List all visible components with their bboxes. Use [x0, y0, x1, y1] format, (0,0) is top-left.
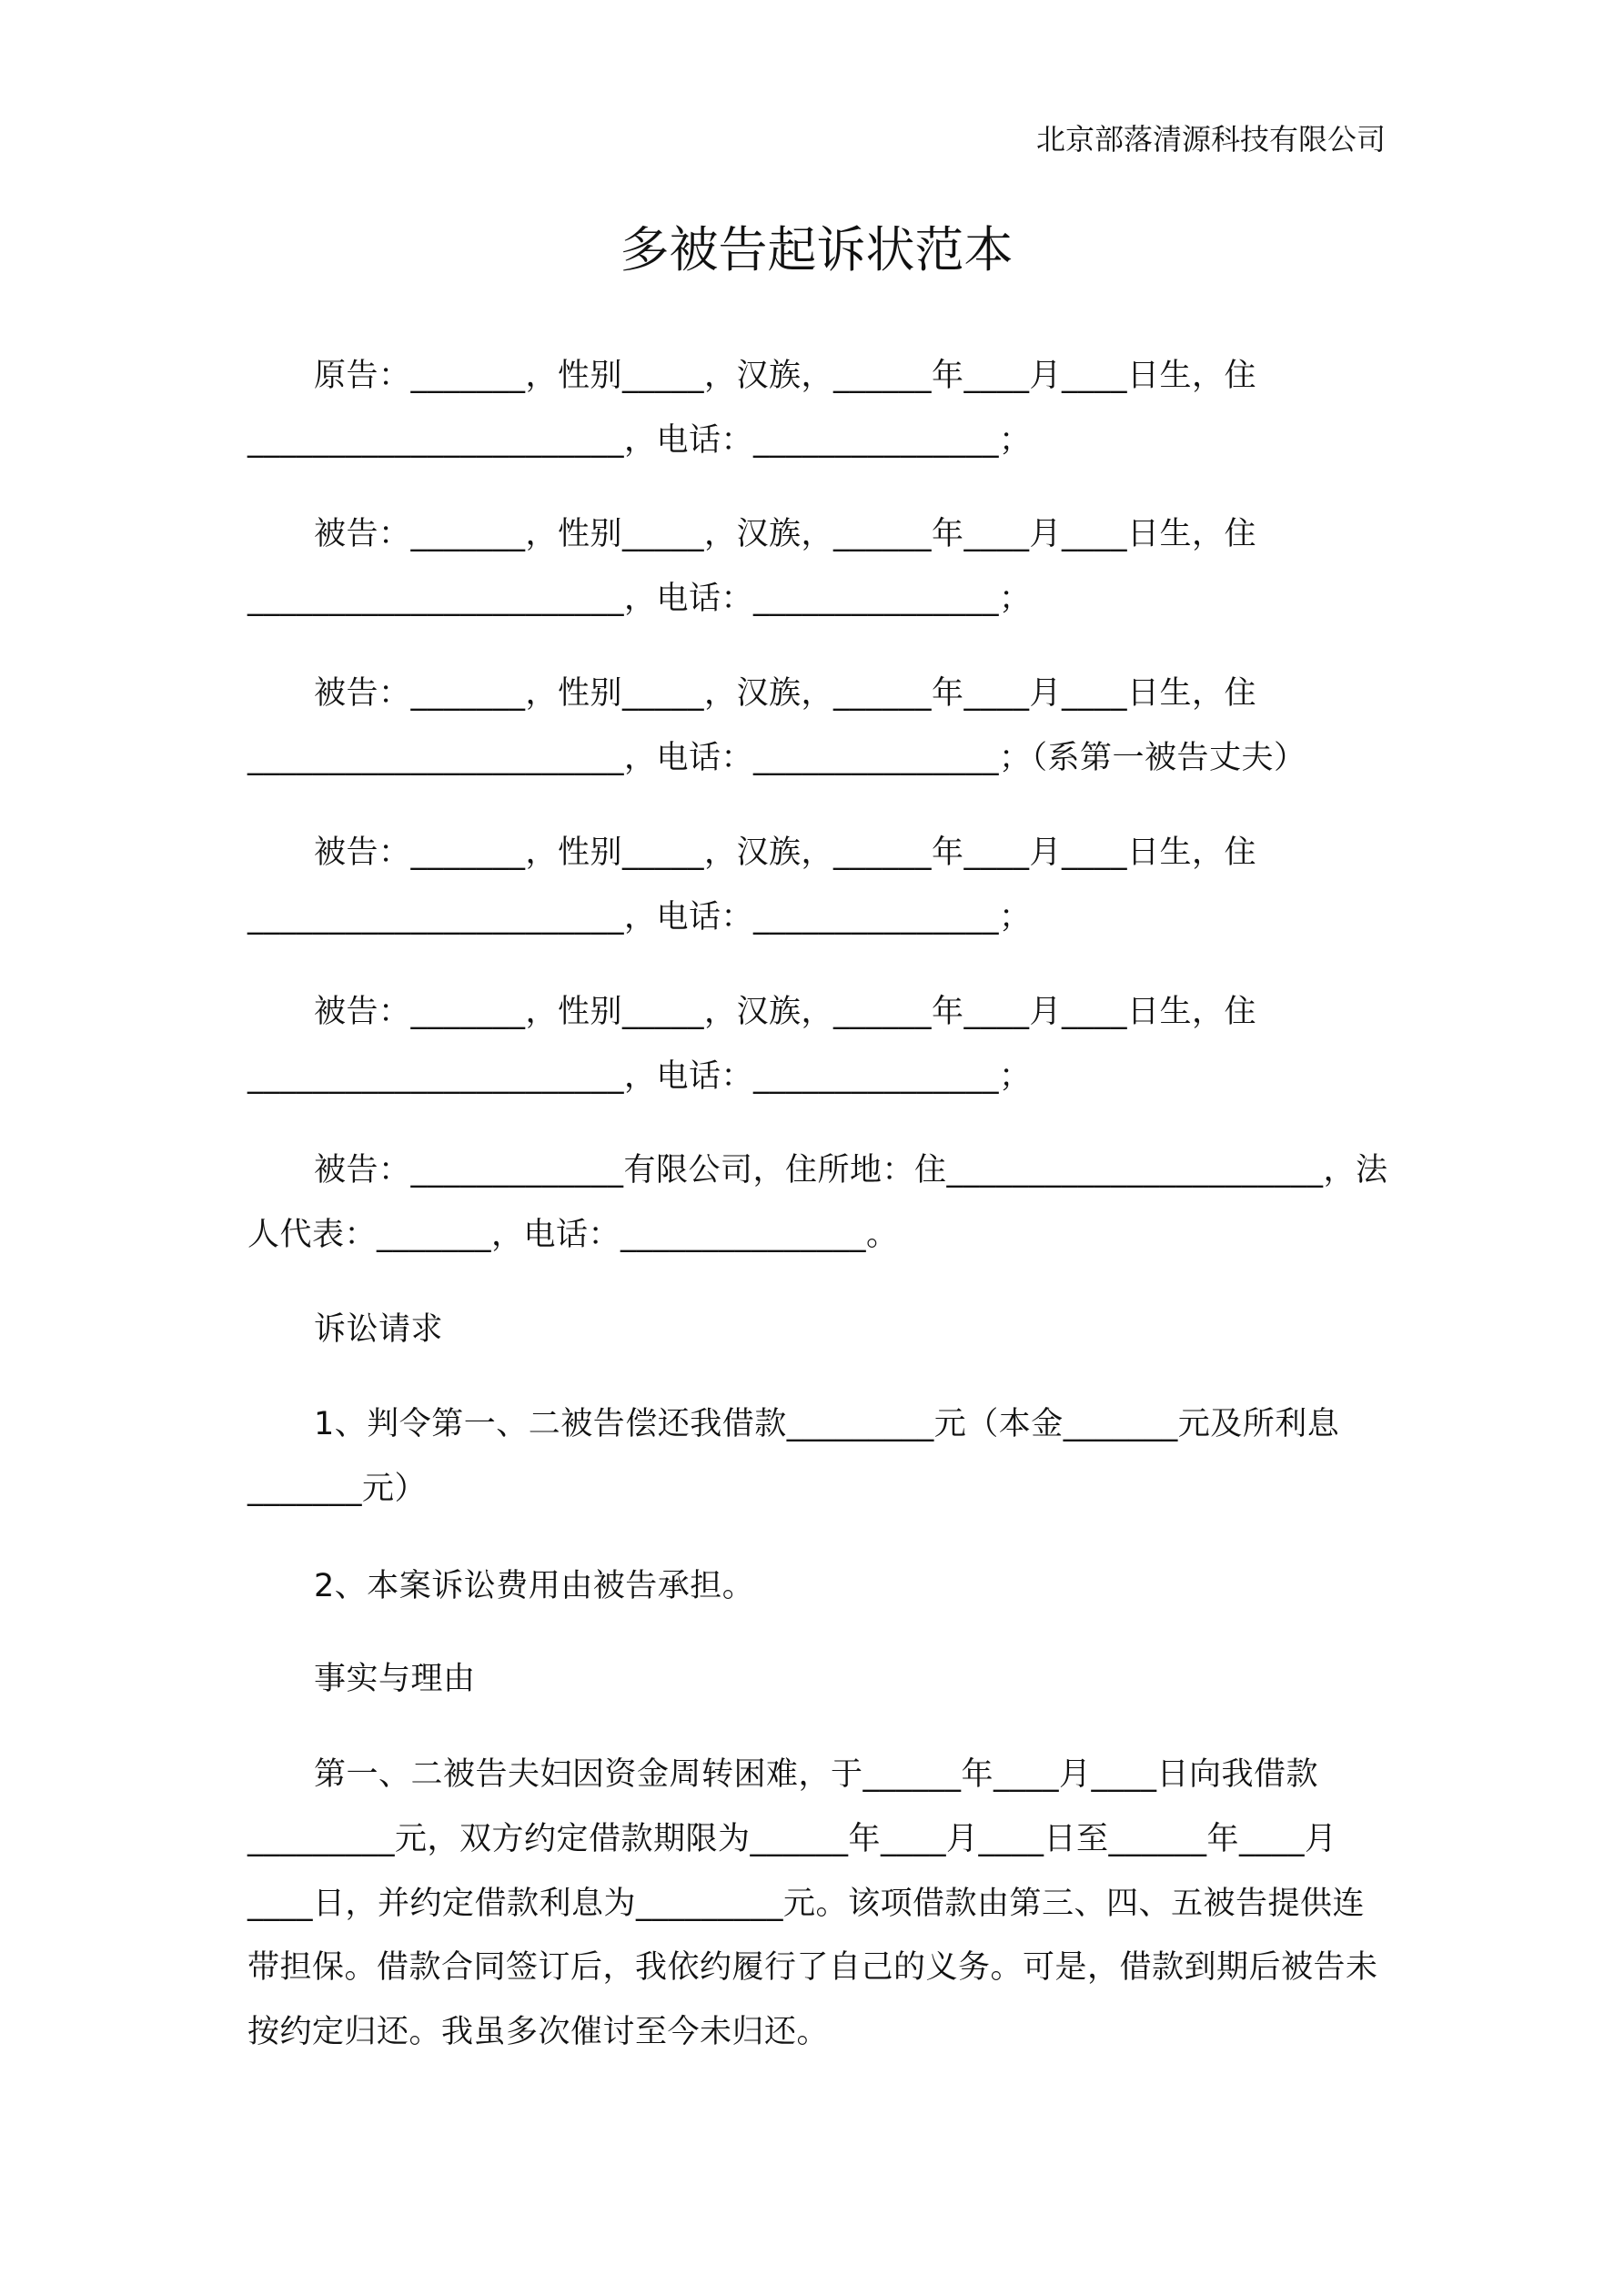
defendant-1-info-line: _______________________，电话：_______________； [247, 581, 1032, 617]
defendant-company-info-line: 人代表：_______，电话：_______________。 [247, 1217, 899, 1253]
defendant-3-info-line: 被告：_______，性别_____，汉族，______年____月____日生，住 [314, 834, 1257, 871]
facts-body-line: 带担保。借款合同签订后，我依约履行了自己的义务。可是，借款到期后被告未 [247, 1949, 1378, 1986]
defendant-4-info-line: 被告：_______，性别_____，汉族，______年____月____日生，住 [314, 994, 1257, 1030]
claim-1-line: _______元） [247, 1471, 428, 1507]
facts-body-line: 按约定归还。我虽多次催讨至今未归还。 [247, 2014, 830, 2050]
claim-1-line: 1、判令第一、二被告偿还我借款_________元（本金_______元及所利息 [314, 1406, 1340, 1442]
claims-heading-line: 诉讼请求 [314, 1311, 444, 1348]
claim-2-line: 2、本案诉讼费用由被告承担。 [314, 1568, 755, 1604]
document-title: 多被告起诉状范本 [620, 221, 1014, 278]
defendant-company-info-line: 被告：_____________有限公司，住所地：住_______________________，法 [314, 1152, 1388, 1188]
defendant-1-info-line: 被告：_______，性别_____，汉族，______年____月____日生，住 [314, 516, 1257, 552]
plaintiff-info-line: _______________________，电话：_______________； [247, 422, 1032, 459]
facts-body-line: ____日，并约定借款利息为_________元。该项借款由第三、四、五被告提供连 [247, 1886, 1366, 1922]
defendant-3-info-line: _______________________，电话：_______________； [247, 899, 1032, 936]
facts-heading-line: 事实与理由 [314, 1661, 476, 1697]
defendant-2-info-line: _______________________，电话：_______________；（系第一被告丈夫） [247, 740, 1306, 776]
defendant-4-info-line: _______________________，电话：_______________； [247, 1058, 1032, 1095]
company-header: 北京部落清源科技有限公司 [1035, 122, 1386, 157]
facts-body-line: _________元，双方约定借款期限为______年____月____日至______年____月 [247, 1821, 1337, 1857]
plaintiff-info-line: 原告：_______，性别_____，汉族，______年____月____日生，住 [314, 358, 1257, 394]
facts-body-line: 第一、二被告夫妇因资金周转困难，于______年____月____日向我借款 [314, 1756, 1319, 1793]
defendant-2-info-line: 被告：_______，性别_____，汉族，______年____月____日生，住 [314, 675, 1257, 712]
